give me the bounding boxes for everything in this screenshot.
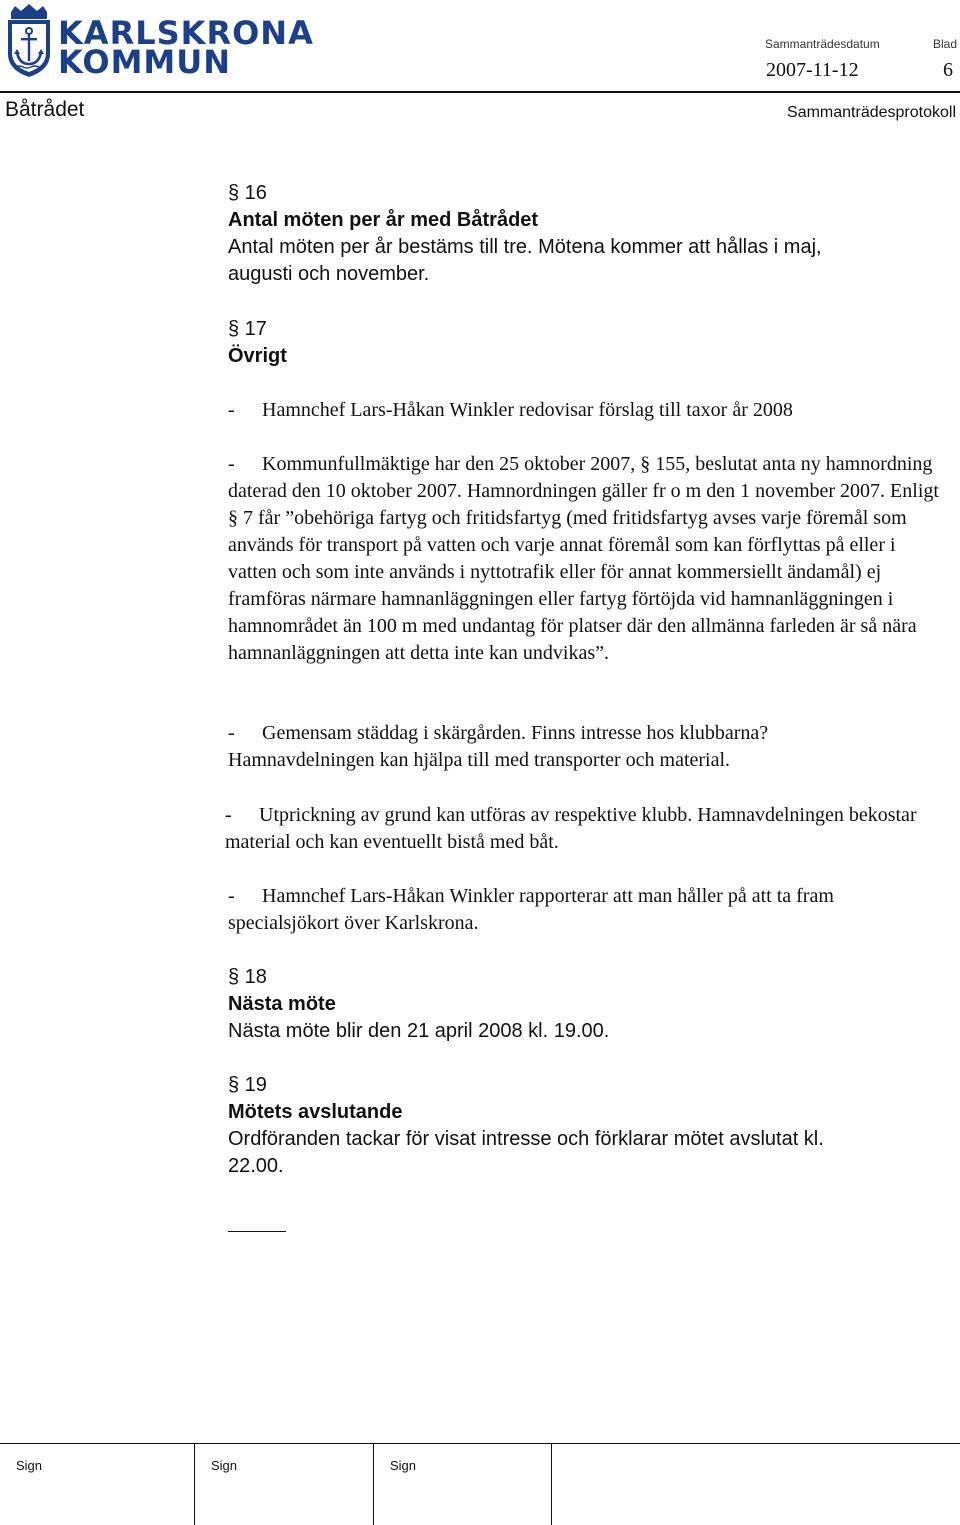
section-number: § 18 [228, 966, 267, 988]
list-item-text: Gemensam städdag i skärgården. Finns intresse hos klubbarna? Hamnavdelningen kan hjälpa till med transporter och material. [228, 722, 769, 771]
logo-text-kommun: KOMMUN [58, 43, 232, 81]
sign-label: Sign [211, 1458, 238, 1473]
signature-cell [0, 1444, 194, 1525]
municipality-crest-icon [5, 4, 53, 78]
list-item-text: Hamnchef Lars-Håkan Winkler rapporterar att man håller på att ta fram specialsjökort över Karlskrona. [228, 885, 834, 934]
signature-table [0, 1443, 960, 1525]
meeting-date-label: Sammanträdesdatum [765, 37, 880, 51]
table-divider [551, 1444, 552, 1525]
section-title: Mötets avslutande [228, 1101, 403, 1123]
list-item-text: Utprickning av grund kan utföras av respektive klubb. Hamnavdelningen bekostar material och kan eventuellt bistå med båt. [225, 804, 917, 853]
sign-label: Sign [16, 1458, 43, 1473]
page-number: 6 [943, 59, 953, 81]
section-title: Övrigt [228, 345, 287, 367]
logo-text-karlskrona: KARLSKRONA [58, 14, 314, 52]
section-title: Nästa möte [228, 993, 336, 1015]
section-text: Antal möten per år bestäms till tre. Mötena kommer att hållas i maj, augusti och november. [228, 236, 822, 285]
end-of-protocol-line [228, 1231, 286, 1232]
header-divider [0, 91, 960, 93]
section-text: Nästa möte blir den 21 april 2008 kl. 19.00. [228, 1020, 610, 1042]
page-label: Blad [933, 37, 958, 51]
section-title: Antal möten per år med Båtrådet [228, 209, 539, 231]
section-number: § 16 [228, 182, 267, 204]
meeting-date: 2007-11-12 [766, 59, 859, 81]
list-item: - Hamnchef Lars-Håkan Winkler redovisar förslag till taxor år 2008 [228, 399, 793, 421]
document-type: Sammanträdesprotokoll [787, 104, 956, 121]
section-number: § 17 [228, 318, 267, 340]
list-item: - Gemensam städdag i skärgården. Finns intresse hos klubbarna? Hamnavdelningen kan hjälpa till med transporter och material. [228, 722, 769, 771]
section-text: Ordföranden tackar för visat intresse och förklarar mötet avslutat kl. 22.00. [228, 1128, 824, 1177]
list-item: - Utprickning av grund kan utföras av respektive klubb. Hamnavdelningen bekostar material och kan eventuellt bistå med båt. [225, 804, 917, 853]
sign-label: Sign [390, 1458, 417, 1473]
list-item: - Kommunfullmäktige har den 25 oktober 2007, § 155, beslutat anta ny hamnordning daterad den 10 oktober 2007. Hamnordningen gäller fr o m den 1 november 2007. Enligt § 7 får ”obehöriga fartyg och fritidsfartyg (med fritidsfartyg avses varje föremål som används för transport på vatten och varje annat föremål som kan förflyttas på eller i vatten och som inte används i nyttotrafik eller för annat kommersiellt ändamål) ej framföras närmare hamnanläggningen eller fartyg förtöjda vid hamnanläggningen i hamnområdet än 100 m med undantag för platser där den allmänna farleden är så nära hamnanläggningen att detta inte kan undvikas”. [228, 453, 939, 664]
list-item-text: Kommunfullmäktige har den 25 oktober 2007, § 155, beslutat anta ny hamnordning daterad den 10 oktober 2007. Hamnordningen gäller fr o m den 1 november 2007. Enligt § 7 får ”obehöriga fartyg och fritidsfartyg (med fritidsfartyg avses varje föremål som används för transport på vatten och varje annat föremål som kan förflyttas på eller i vatten och som inte används i nyttotrafik eller för annat kommersiellt ändamål) ej framföras närmare hamnanläggningen eller fartyg förtöjda vid hamnanläggningen i hamnområdet än 100 m med undantag för platser där den allmänna farleden är så nära hamnanläggningen att detta inte kan undvikas”. [228, 453, 939, 664]
signature-cell [195, 1444, 373, 1525]
list-item-text: Hamnchef Lars-Håkan Winkler redovisar förslag till taxor år 2008 [262, 399, 793, 421]
section-number: § 19 [228, 1074, 267, 1096]
signature-cell [374, 1444, 551, 1525]
list-item: - Hamnchef Lars-Håkan Winkler rapporterar att man håller på att ta fram specialsjökort över Karlskrona. [228, 885, 834, 934]
committee-name: Båtrådet [5, 98, 85, 121]
